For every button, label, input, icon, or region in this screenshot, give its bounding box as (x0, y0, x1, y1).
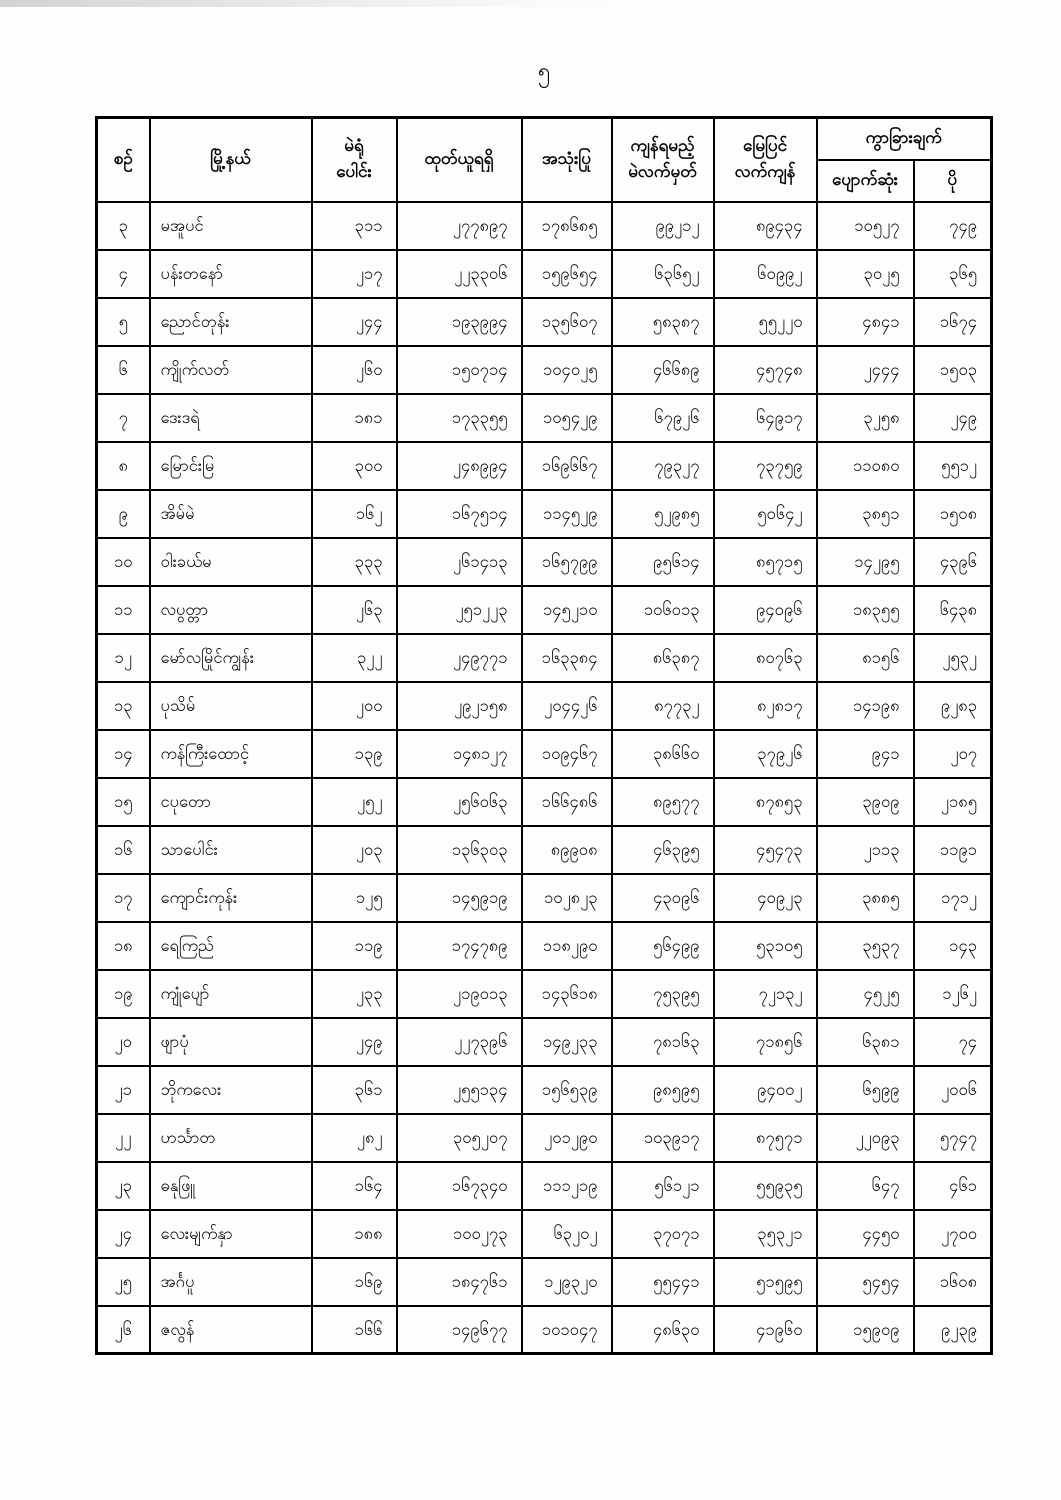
cell-ground-balance: ၈၀၇၆၃ (714, 634, 817, 682)
cell-extra: ၁၇၁၂ (914, 874, 992, 922)
cell-extra: ၄၆၁ (914, 1162, 992, 1210)
cell-ground-balance: ၅၁၅၉၅ (714, 1258, 817, 1306)
cell-ground-balance: ၅၃၁၀၅ (714, 922, 817, 970)
page-number: ၅ (538, 59, 551, 84)
cell-lost: ၂၁၁၃ (817, 826, 914, 874)
cell-serial: ၈ (97, 442, 150, 490)
cell-ground-balance: ၃၇၉၂၆ (714, 730, 817, 778)
cell-lost: ၁၈၃၅၅ (817, 586, 914, 634)
header-remaining-ballots-line1: ကျန်ရမည့် (630, 136, 695, 157)
cell-serial: ၂၁ (97, 1066, 150, 1114)
cell-township: လပွတ္တာ (150, 586, 312, 634)
cell-polling-stations: ၂၀၃ (312, 826, 397, 874)
cell-polling-stations: ၁၆၄ (312, 1162, 397, 1210)
header-polling-stations-line1: မဲရုံ (344, 136, 364, 157)
cell-extra: ၆၄၃၈ (914, 586, 992, 634)
table-row (97, 874, 992, 922)
table-row (97, 826, 992, 874)
cell-remaining-ballots: ၃၈၆၆၀ (612, 730, 714, 778)
cell-township: သာပေါင်း (150, 826, 312, 874)
cell-remaining-ballots: ၄၈၆၃၀ (612, 1306, 714, 1354)
cell-polling-stations: ၂၆၀ (312, 346, 397, 394)
cell-township: မြောင်းမြ (150, 442, 312, 490)
table-row (97, 1066, 992, 1114)
cell-ground-balance: ၅၅၂၂၀ (714, 298, 817, 346)
cell-township: ပုသိမ် (150, 682, 312, 730)
table-row (97, 1162, 992, 1210)
cell-polling-stations: ၁၆၂ (312, 490, 397, 538)
table-row (97, 490, 992, 538)
cell-extra: ၂၇၀၀ (914, 1210, 992, 1258)
cell-extra: ၅၇၄၇ (914, 1114, 992, 1162)
table-row (97, 778, 992, 826)
cell-used: ၁၀၅၄၂၉ (522, 394, 612, 442)
cell-township: အင်္ဂပူ (150, 1258, 312, 1306)
cell-extra: ၇၄ (914, 1018, 992, 1066)
header-ground-balance (714, 118, 817, 202)
cell-township: ဒေးဒရဲ (150, 394, 312, 442)
cell-used: ၈၉၉၀၈ (522, 826, 612, 874)
cell-polling-stations: ၁၈၈ (312, 1210, 397, 1258)
header-serial: စဉ် (97, 118, 150, 202)
cell-remaining-ballots: ၅၈၃၈၇ (612, 298, 714, 346)
cell-received: ၂၅၆၀၆၃ (397, 778, 522, 826)
cell-extra: ၁၅၀၃ (914, 346, 992, 394)
header-polling-stations (312, 118, 397, 202)
cell-polling-stations: ၂၅၂ (312, 778, 397, 826)
cell-ground-balance: ၃၅၃၂၁ (714, 1210, 817, 1258)
cell-lost: ၆၃၈၁ (817, 1018, 914, 1066)
cell-serial: ၂၆ (97, 1306, 150, 1354)
cell-serial: ၂၄ (97, 1210, 150, 1258)
header-received: ထုတ်ယူရရှိ (397, 118, 522, 202)
cell-polling-stations: ၂၈၂ (312, 1114, 397, 1162)
cell-remaining-ballots: ၄၆၆၈၉ (612, 346, 714, 394)
cell-extra: ၁၄၃ (914, 922, 992, 970)
cell-remaining-ballots: ၈၆၃၈၇ (612, 634, 714, 682)
cell-extra: ၉၂၃၉ (914, 1306, 992, 1354)
cell-polling-stations: ၂၀၀ (312, 682, 397, 730)
cell-serial: ၂၀ (97, 1018, 150, 1066)
table-row (97, 634, 992, 682)
cell-used: ၁၂၉၃၂၀ (522, 1258, 612, 1306)
cell-ground-balance: ၆၀၉၉၂ (714, 250, 817, 298)
cell-received: ၂၅၁၂၂၃ (397, 586, 522, 634)
cell-polling-stations: ၁၆၆ (312, 1306, 397, 1354)
cell-received: ၂၄၉၇၇၁ (397, 634, 522, 682)
cell-used: ၁၇၈၆၈၅ (522, 202, 612, 250)
table-row (97, 1018, 992, 1066)
cell-ground-balance: ၈၉၄၃၄ (714, 202, 817, 250)
header-polling-stations-line2: ပေါင်း (336, 161, 372, 182)
cell-remaining-ballots: ၇၈၁၆၃ (612, 1018, 714, 1066)
cell-remaining-ballots: ၅၅၄၄၁ (612, 1258, 714, 1306)
cell-serial: ၁၇ (97, 874, 150, 922)
cell-remaining-ballots: ၆၃၆၅၂ (612, 250, 714, 298)
cell-used: ၁၀၂၈၂၃ (522, 874, 612, 922)
cell-lost: ၆၄၇ (817, 1162, 914, 1210)
cell-received: ၁၆၇၃၄၀ (397, 1162, 522, 1210)
scan-artifact (0, 0, 660, 7)
cell-polling-stations: ၂၆၃ (312, 586, 397, 634)
cell-received: ၁၇၄၇၈၉ (397, 922, 522, 970)
cell-polling-stations: ၁၆၉ (312, 1258, 397, 1306)
cell-used: ၁၆၆၄၈၆ (522, 778, 612, 826)
cell-lost: ၁၄၁၉၈ (817, 682, 914, 730)
cell-polling-stations: ၂၃၃ (312, 970, 397, 1018)
table-row (97, 1114, 992, 1162)
cell-polling-stations: ၃၆၁ (312, 1066, 397, 1114)
table-row (97, 922, 992, 970)
cell-extra: ၅၅၁၂ (914, 442, 992, 490)
cell-used: ၁၄၃၆၁၈ (522, 970, 612, 1018)
header-used: အသုံးပြု (522, 118, 612, 202)
cell-remaining-ballots: ၅၂၉၈၅ (612, 490, 714, 538)
cell-used: ၁၆၃၃၈၄ (522, 634, 612, 682)
cell-polling-stations: ၁၁၉ (312, 922, 397, 970)
cell-received: ၁၄၈၁၂၇ (397, 730, 522, 778)
cell-lost: ၅၄၅၄ (817, 1258, 914, 1306)
cell-used: ၂၀၄၄၂၆ (522, 682, 612, 730)
table-row (97, 250, 992, 298)
cell-ground-balance: ၈၇၅၇၁ (714, 1114, 817, 1162)
cell-township: ရေကြည် (150, 922, 312, 970)
cell-polling-stations: ၃၂၂ (312, 634, 397, 682)
cell-received: ၁၃၆၃၀၃ (397, 826, 522, 874)
cell-received: ၃၀၅၂၀၇ (397, 1114, 522, 1162)
cell-serial: ၇ (97, 394, 150, 442)
cell-used: ၁၄၉၂၃၃ (522, 1018, 612, 1066)
header-remaining-ballots (612, 118, 714, 202)
cell-lost: ၂၄၄၄ (817, 346, 914, 394)
cell-used: ၂၀၁၂၉၀ (522, 1114, 612, 1162)
cell-lost: ၄၅၂၅ (817, 970, 914, 1018)
cell-township: ဓနုဖြူ (150, 1162, 312, 1210)
cell-township: ကျိုက်လတ် (150, 346, 312, 394)
cell-remaining-ballots: ၅၆၄၉၉ (612, 922, 714, 970)
cell-remaining-ballots: ၇၅၃၉၅ (612, 970, 714, 1018)
cell-ground-balance: ၇၂၁၃၂ (714, 970, 817, 1018)
cell-ground-balance: ၄၁၉၆၀ (714, 1306, 817, 1354)
cell-extra: ၂၀၀၆ (914, 1066, 992, 1114)
cell-received: ၂၁၉၀၁၃ (397, 970, 522, 1018)
cell-polling-stations: ၂၄၉ (312, 1018, 397, 1066)
cell-serial: ၆ (97, 346, 150, 394)
header-township: မြို့နယ် (150, 118, 312, 202)
cell-extra: ၁၆၇၄ (914, 298, 992, 346)
cell-remaining-ballots: ၉၅၆၁၄ (612, 538, 714, 586)
cell-received: ၁၅၀၇၁၄ (397, 346, 522, 394)
table-row (97, 1306, 992, 1354)
cell-lost: ၁၄၂၉၅ (817, 538, 914, 586)
table-body (97, 202, 992, 1354)
cell-lost: ၃၈၅၁ (817, 490, 914, 538)
cell-township: ဖျာပုံ (150, 1018, 312, 1066)
table-row (97, 1258, 992, 1306)
cell-lost: ၃၉၀၉ (817, 778, 914, 826)
cell-extra: ၃၆၅ (914, 250, 992, 298)
cell-used: ၁၃၅၆၀၇ (522, 298, 612, 346)
cell-received: ၂၄၈၉၉၄ (397, 442, 522, 490)
cell-received: ၂၆၁၄၁၃ (397, 538, 522, 586)
header-ground-balance-line2: လက်ကျန် (734, 161, 796, 182)
cell-lost: ၁၁၀၈၀ (817, 442, 914, 490)
cell-lost: ၂၂၀၉၃ (817, 1114, 914, 1162)
cell-used: ၁၄၅၂၁၀ (522, 586, 612, 634)
cell-received: ၁၀၀၂၇၃ (397, 1210, 522, 1258)
cell-ground-balance: ၄၅၇၄၈ (714, 346, 817, 394)
table-row (97, 202, 992, 250)
cell-polling-stations: ၂၁၇ (312, 250, 397, 298)
header-difference: ကွာခြားချက် (817, 118, 992, 160)
cell-township: ဝါးခယ်မ (150, 538, 312, 586)
cell-extra: ၂၅၃၂ (914, 634, 992, 682)
cell-township: ငပုတော (150, 778, 312, 826)
cell-township: ညောင်တုန်း (150, 298, 312, 346)
cell-remaining-ballots: ၈၇၇၃၂ (612, 682, 714, 730)
cell-ground-balance: ၈၅၇၁၅ (714, 538, 817, 586)
cell-used: ၁၆၅၇၉၉ (522, 538, 612, 586)
cell-serial: ၂၃ (97, 1162, 150, 1210)
table-row (97, 730, 992, 778)
cell-serial: ၂၅ (97, 1258, 150, 1306)
cell-polling-stations: ၂၄၄ (312, 298, 397, 346)
cell-ground-balance: ၈၂၈၁၇ (714, 682, 817, 730)
cell-received: ၁၇၃၃၅၅ (397, 394, 522, 442)
cell-remaining-ballots: ၁၀၃၉၁၇ (612, 1114, 714, 1162)
cell-received: ၂၇၇၈၉၇ (397, 202, 522, 250)
cell-received: ၁၉၃၉၉၄ (397, 298, 522, 346)
cell-polling-stations: ၃၃၃ (312, 538, 397, 586)
cell-extra: ၁၆၀၈ (914, 1258, 992, 1306)
table-row (97, 586, 992, 634)
cell-used: ၁၁၄၅၂၉ (522, 490, 612, 538)
table-row (97, 442, 992, 490)
cell-remaining-ballots: ၉၈၅၉၅ (612, 1066, 714, 1114)
cell-extra: ၇၄၉ (914, 202, 992, 250)
cell-ground-balance: ၄၅၄၇၃ (714, 826, 817, 874)
cell-lost: ၄၈၄၁ (817, 298, 914, 346)
cell-used: ၁၅၆၅၃၉ (522, 1066, 612, 1114)
cell-used: ၁၀၁၀၄၇ (522, 1306, 612, 1354)
table-header (97, 118, 992, 202)
cell-extra: ၂၀၇ (914, 730, 992, 778)
table-row (97, 346, 992, 394)
cell-lost: ၃၀၂၅ (817, 250, 914, 298)
cell-lost: ၃၅၃၇ (817, 922, 914, 970)
header-remaining-ballots-line2: မဲလက်မှတ် (628, 161, 697, 182)
cell-received: ၂၉၂၁၅၈ (397, 682, 522, 730)
cell-received: ၁၆၇၅၁၄ (397, 490, 522, 538)
cell-remaining-ballots: ၁၀၆၀၁၃ (612, 586, 714, 634)
cell-remaining-ballots: ၉၉၂၁၂ (612, 202, 714, 250)
cell-serial: ၂၂ (97, 1114, 150, 1162)
cell-ground-balance: ၇၃၇၅၉ (714, 442, 817, 490)
cell-polling-stations: ၁၃၉ (312, 730, 397, 778)
cell-extra: ၄၃၉၆ (914, 538, 992, 586)
cell-township: လေးမျက်နှာ (150, 1210, 312, 1258)
cell-serial: ၁၂ (97, 634, 150, 682)
cell-remaining-ballots: ၃၇၀၇၁ (612, 1210, 714, 1258)
cell-used: ၁၁၈၂၉၀ (522, 922, 612, 970)
header-ground-balance-line1: မြေပြင် (742, 136, 788, 157)
cell-township: မအူပင် (150, 202, 312, 250)
cell-lost: ၁၀၅၂၇ (817, 202, 914, 250)
cell-serial: ၁၅ (97, 778, 150, 826)
cell-township: ကျုံပျော် (150, 970, 312, 1018)
header-lost: ပျောက်ဆုံး (817, 160, 914, 202)
cell-township: မော်လမြိုင်ကျွန်း (150, 634, 312, 682)
cell-serial: ၄ (97, 250, 150, 298)
cell-used: ၁၅၉၆၅၄ (522, 250, 612, 298)
cell-extra: ၂၁၈၅ (914, 778, 992, 826)
cell-township: ကျောင်းကုန်း (150, 874, 312, 922)
cell-extra: ၁၁၉၁ (914, 826, 992, 874)
cell-serial: ၁၉ (97, 970, 150, 1018)
cell-lost: ၃၂၅၈ (817, 394, 914, 442)
cell-township: ဘိုကလေး (150, 1066, 312, 1114)
cell-lost: ၉၄၁ (817, 730, 914, 778)
cell-lost: ၆၅၉၉ (817, 1066, 914, 1114)
cell-ground-balance: ၅၅၉၃၅ (714, 1162, 817, 1210)
cell-polling-stations: ၃၁၁ (312, 202, 397, 250)
cell-used: ၁၀၉၄၆၇ (522, 730, 612, 778)
cell-received: ၁၄၅၉၁၉ (397, 874, 522, 922)
table-row (97, 298, 992, 346)
cell-serial: ၁၆ (97, 826, 150, 874)
cell-lost: ၈၁၅၆ (817, 634, 914, 682)
cell-used: ၆၃၂၀၂ (522, 1210, 612, 1258)
cell-remaining-ballots: ၆၇၉၂၆ (612, 394, 714, 442)
cell-ground-balance: ၄၀၉၂၃ (714, 874, 817, 922)
cell-township: ဇလွန် (150, 1306, 312, 1354)
cell-ground-balance: ၆၄၉၁၇ (714, 394, 817, 442)
table-row (97, 1210, 992, 1258)
cell-used: ၁၆၉၆၆၇ (522, 442, 612, 490)
cell-remaining-ballots: ၄၆၃၉၅ (612, 826, 714, 874)
cell-received: ၂၅၅၁၃၄ (397, 1066, 522, 1114)
cell-serial: ၃ (97, 202, 150, 250)
cell-received: ၂၂၇၃၉၆ (397, 1018, 522, 1066)
ballot-results-table (95, 116, 993, 1355)
table-row (97, 682, 992, 730)
cell-ground-balance: ၉၄၀၀၂ (714, 1066, 817, 1114)
cell-extra: ၉၂၈၃ (914, 682, 992, 730)
cell-lost: ၁၅၉၀၉ (817, 1306, 914, 1354)
cell-remaining-ballots: ၇၉၃၂၇ (612, 442, 714, 490)
cell-township: ဟင်္သာတ (150, 1114, 312, 1162)
cell-serial: ၁၄ (97, 730, 150, 778)
cell-remaining-ballots: ၅၆၁၂၁ (612, 1162, 714, 1210)
cell-extra: ၂၄၉ (914, 394, 992, 442)
table-row (97, 394, 992, 442)
cell-serial: ၅ (97, 298, 150, 346)
cell-lost: ၄၄၅၀ (817, 1210, 914, 1258)
cell-received: ၂၂၃၃၀၆ (397, 250, 522, 298)
cell-serial: ၁၈ (97, 922, 150, 970)
cell-ground-balance: ၈၇၈၅၃ (714, 778, 817, 826)
cell-serial: ၉ (97, 490, 150, 538)
table-row (97, 538, 992, 586)
cell-serial: ၁၀ (97, 538, 150, 586)
cell-polling-stations: ၁၈၁ (312, 394, 397, 442)
cell-polling-stations: ၃၀၀ (312, 442, 397, 490)
cell-serial: ၁၁ (97, 586, 150, 634)
cell-polling-stations: ၁၂၅ (312, 874, 397, 922)
cell-used: ၁၁၁၂၁၉ (522, 1162, 612, 1210)
cell-township: အိမ်မဲ (150, 490, 312, 538)
cell-township: ကန်ကြီးထောင့် (150, 730, 312, 778)
table-row (97, 970, 992, 1018)
cell-ground-balance: ၇၁၈၅၆ (714, 1018, 817, 1066)
cell-received: ၁၈၄၇၆၁ (397, 1258, 522, 1306)
cell-ground-balance: ၉၄၀၉၆ (714, 586, 817, 634)
cell-ground-balance: ၅၀၆၄၂ (714, 490, 817, 538)
cell-township: ပန်းတနော် (150, 250, 312, 298)
cell-remaining-ballots: ၈၉၅၇၇ (612, 778, 714, 826)
cell-received: ၁၄၉၆၇၇ (397, 1306, 522, 1354)
header-extra: ပို (914, 160, 992, 202)
cell-serial: ၁၃ (97, 682, 150, 730)
cell-remaining-ballots: ၄၃၀၉၆ (612, 874, 714, 922)
cell-lost: ၃၈၈၅ (817, 874, 914, 922)
cell-used: ၁၀၄၀၂၅ (522, 346, 612, 394)
cell-extra: ၁၂၆၂ (914, 970, 992, 1018)
cell-extra: ၁၅၀၈ (914, 490, 992, 538)
